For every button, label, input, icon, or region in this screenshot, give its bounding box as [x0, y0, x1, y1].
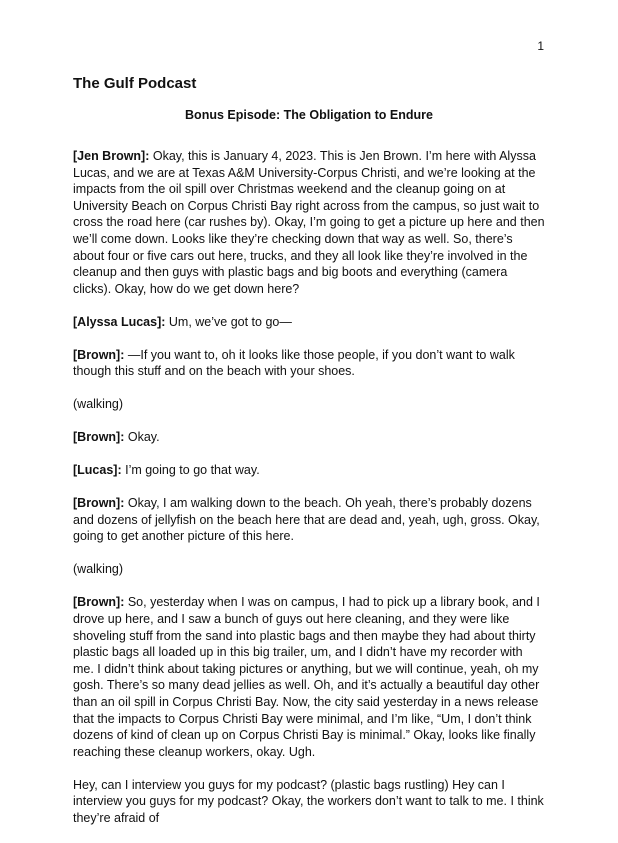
transcript-paragraph [73, 396, 545, 413]
paragraph-text: Um, we’ve got to go— [165, 314, 292, 329]
transcript-paragraph [73, 462, 545, 479]
speaker-label: [Brown]: [73, 496, 125, 511]
speaker-label: [Brown]: [73, 347, 125, 362]
paragraph-text: So, yesterday when I was on campus, I had to pick up a library book, and I drove up here, and I saw a bunch of guys out here cleaning, and they were like shoveling stuff from the sand into plastic bags and then maybe they had about thirty plastic bags all loaded up in this big trailer, um, and I didn’t have my recorder with me. I didn’t think about taking pictures or anything, but we will continue, yeah, oh my gosh. There’s so many dead jellies as well. Oh, and it’s actually a beautiful day other than an oil spill in Corpus Christi Bay. Now, the city said yesterday in a news release that the impacts to Corpus Christi Bay were minimal, and I’m like, “Um, I don’t think dozens of kind of clean up on Corpus Christi Bay is minimal.” Okay, looks like finally reaching these cleanup workers, okay. Ugh. [73, 595, 540, 759]
transcript-paragraph [73, 495, 545, 545]
paragraph-text: (walking) [73, 397, 124, 412]
paragraph-text: Okay, I am walking down to the beach. Oh yeah, there’s probably dozens and dozens of jellyfish on the beach here that are dead and, yeah, ugh, gross. Okay, going to get another picture of this here. [73, 496, 540, 544]
speaker-label: [Brown]: [73, 595, 125, 610]
paragraph-text: Okay. [124, 430, 160, 445]
transcript-paragraph [73, 561, 545, 578]
speaker-label: [Jen Brown]: [73, 149, 150, 163]
paragraph-text: I’m going to go that way. [121, 463, 260, 478]
transcript-paragraph [73, 594, 545, 760]
transcript-body [73, 148, 545, 843]
transcript-paragraph [73, 429, 545, 446]
speaker-label: [Lucas]: [73, 463, 122, 478]
episode-title: Bonus Episode: The Obligation to Endure [185, 108, 433, 122]
speaker-label: [Brown]: [73, 430, 125, 445]
page-number: 1 [537, 39, 544, 53]
transcript-paragraph [73, 314, 545, 331]
paragraph-text: Okay, this is January 4, 2023. This is Jen Brown. I’m here with Alyssa Lucas, and we are at Texas A&M University-Corpus Christi, and we’re looking at the impacts from the oil spill over Christmas weekend and the cleanup going on at University Beach on Corpus Christi Bay right across from the campus, so just wait to cross the road here (car rushes by). Okay, I’m going to get a picture up here and then we’ll come down. Looks like they’re checking down that way as well. So, there’s about four or five cars out here, trucks, and they all look like they’re involved in the cleanup and then guys with plastic bags and big boots and everything (camera clicks). Okay, how do we get down here? [73, 149, 545, 296]
paragraph-text: Hey, can I interview you guys for my podcast? (plastic bags rustling) Hey can I interview you guys for my podcast? Okay, the workers don’t want to talk to me. I think they’re afraid of [73, 777, 544, 825]
paragraph-text: —If you want to, oh it looks like those people, if you don’t want to walk though this stuff and on the beach with your shoes. [73, 347, 515, 379]
transcript-paragraph [73, 148, 545, 297]
paragraph-text: (walking) [73, 562, 124, 577]
transcript-paragraph [73, 777, 545, 827]
document-title: The Gulf Podcast [73, 75, 197, 92]
speaker-label: [Alyssa Lucas]: [73, 314, 166, 329]
transcript-paragraph [73, 347, 545, 380]
